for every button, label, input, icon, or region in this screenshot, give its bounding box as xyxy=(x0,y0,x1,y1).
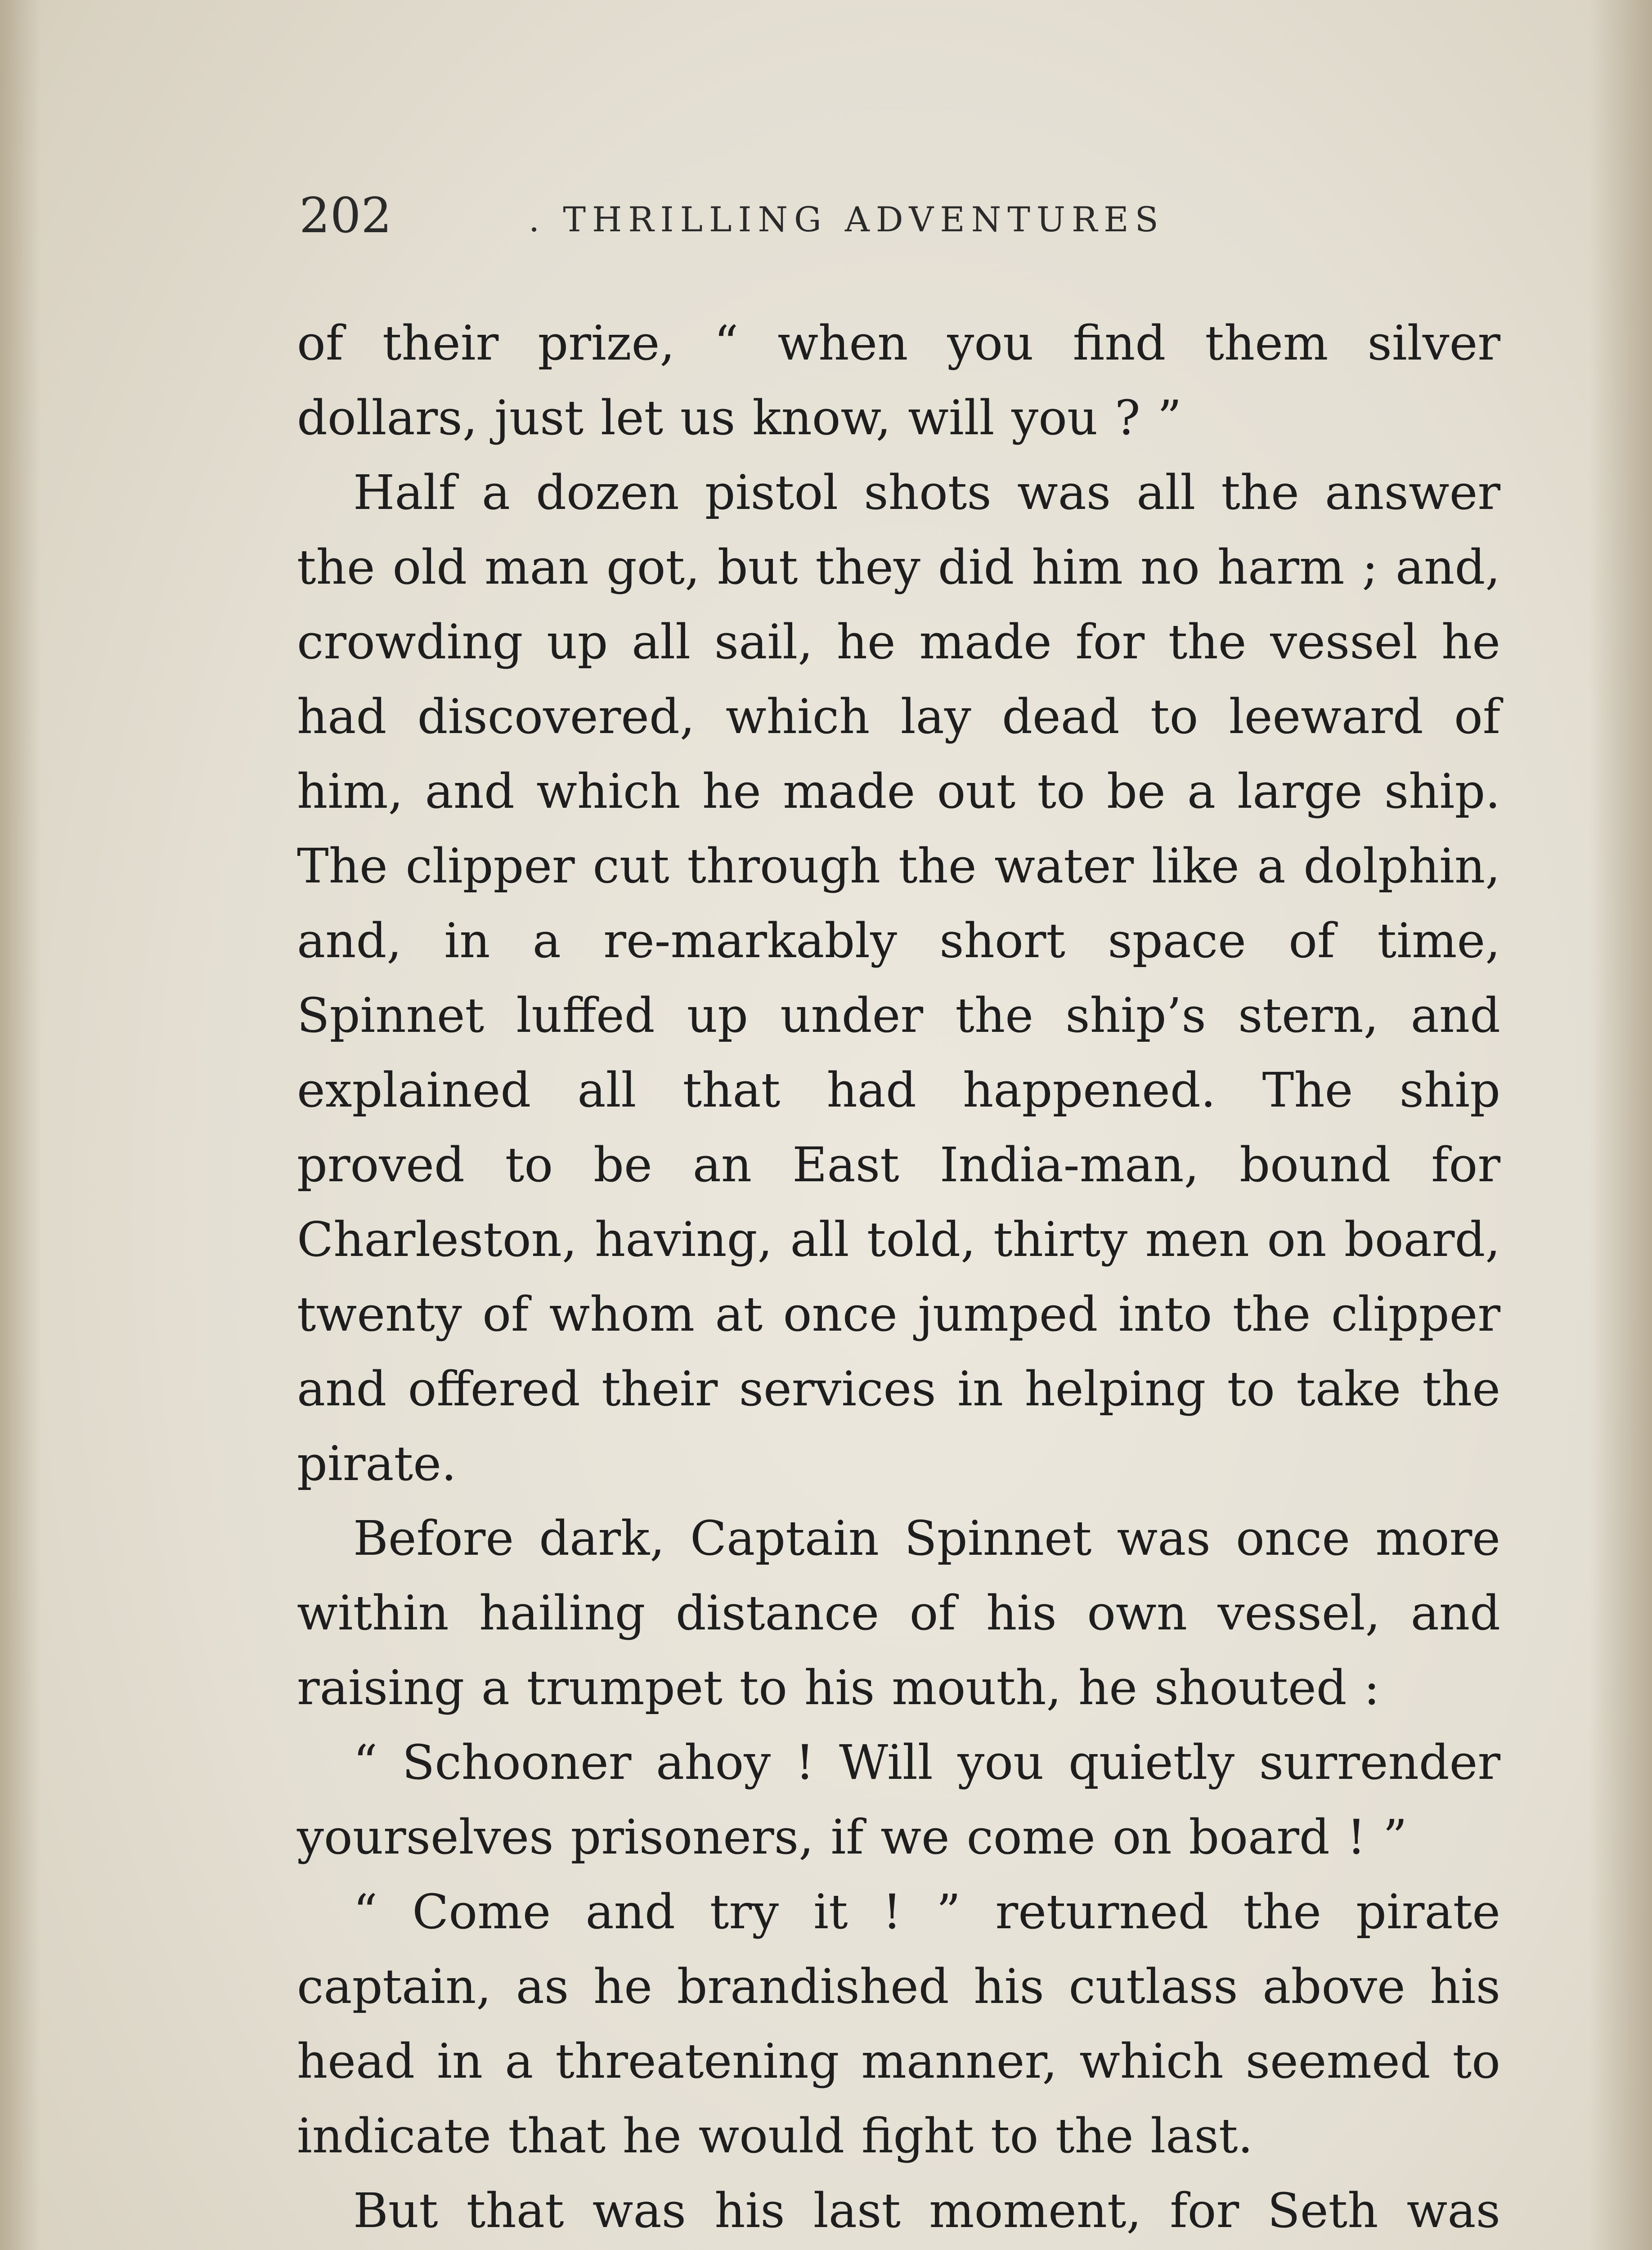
paragraph: Half a dozen pistol shots was all the answer the old man got, but they did him no harm ; and, crowding up all sail, he made for the vessel he had discovered, which lay dead to leeward of him, and which he made out to be a large ship. The clipper cut through the water like a dolphin, and, in a re-markably short space of time, Spinnet luffed up under the ship’s stern, and explained all that had happened. The ship proved to be an East India-man, bound for Charleston, having, all told, thirty men on board, twenty of whom at once jumped into the clipper and offered their services in helping to take the pirate. xyxy=(297,465,1500,1491)
page-left-edge-shadow xyxy=(0,0,40,2250)
paragraph: of their prize, “ when you find them silver dollars, just let us know, will you ? ” xyxy=(297,315,1500,446)
running-head: . THRILLING ADVENTURES xyxy=(529,199,1165,239)
page-right-edge-shadow xyxy=(1589,0,1652,2250)
paragraph: Before dark, Captain Spinnet was once more within hailing distance of his own vessel, and raising a trumpet to his mouth, he shouted : xyxy=(297,1511,1500,1715)
page-number: 202 xyxy=(299,188,392,244)
paragraph: But that was his last moment, for Seth was xyxy=(353,2183,1500,2238)
paragraph: “ Come and try it ! ” returned the pirate captain, as he brandished his cutlass above his head in a threatening manner, which seemed to indicate that he would fight to the last. xyxy=(297,1884,1500,2164)
paragraph: “ Schooner ahoy ! Will you quietly surrender yourselves prisoners, if we come on board ! ” xyxy=(297,1735,1500,1865)
body-text xyxy=(297,306,1500,2250)
page-header xyxy=(299,189,1505,243)
